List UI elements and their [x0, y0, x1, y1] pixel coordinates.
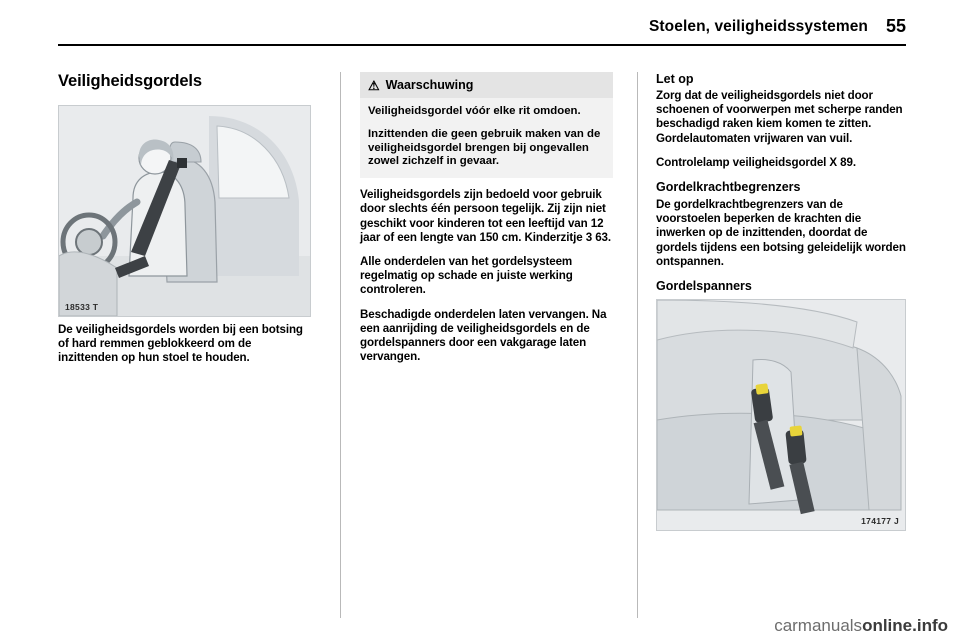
indicator-lamp-reference: Controlelamp veiligheidsgordel X 89. — [656, 155, 856, 169]
col2-paragraph-2: Alle onderdelen van het gordelsysteem regelmatig op schade en juiste werking controleren. — [360, 255, 573, 297]
watermark-prefix: carmanuals — [774, 616, 863, 635]
warning-box — [360, 72, 613, 178]
seatbelt-illustration — [58, 105, 311, 317]
figure-code-2: 174177 J — [861, 516, 899, 527]
warning-paragraph-2: Inzittenden die geen gebruik maken van de veiligheidsgordel brengen bij ongevallen zowel zichzelf in gevaar. — [368, 127, 601, 168]
column-two — [360, 72, 613, 374]
figure-code: 18533 T — [65, 302, 99, 312]
subsection-title-pretensioners: Gordelspanners — [656, 279, 752, 294]
warning-header — [360, 72, 613, 98]
section-title: Veiligheidsgordels — [58, 72, 202, 90]
seatbelt-figure-icon — [59, 106, 310, 316]
header-divider — [58, 44, 906, 46]
page-header — [58, 18, 906, 48]
col2-paragraph-3: Beschadigde onderdelen laten vervangen. Na een aanrijding de veiligheidsgordels en de gordelspanners door een vakgarage laten vervangen. — [360, 307, 607, 364]
warning-body — [360, 98, 613, 178]
subsection-title-force-limiters: Gordelkrachtbegrenzers — [656, 180, 801, 195]
note-text: Zorg dat de veiligheidsgordels niet door schoenen of voorwerpen met scherpe randen beschadigd raken kiem komen te zitten. Gordelautomaten vrijwaren van vuil. — [656, 89, 903, 145]
force-limiters-text: De gordelkrachtbegrenzers van de voorstoelen beperken de krachten die inwerken op de inzittenden, doordat de gordels tijdens een botsing geleidelijk worden ontspannen. — [656, 198, 906, 268]
belt-pretensioner-figure-icon — [657, 300, 905, 530]
col2-paragraph-1: Veiligheidsgordels zijn bedoeld voor gebruik door slechts één persoon tegelijk. Zij zijn niet geschikt voor kinderen tot een leeftijd van 12 jaar of een lengte van 150 cm. Kinderzitje 3 63. — [360, 188, 612, 244]
col1-paragraph: De veiligheidsgordels worden bij een botsing of hard remmen geblokkeerd om de inzittenden op hun stoel te houden. — [58, 323, 303, 365]
column-divider-2 — [637, 72, 638, 618]
page-title: Stoelen, veiligheidssystemen — [648, 18, 868, 35]
warning-title: Waarschuwing — [385, 78, 474, 92]
column-one — [58, 72, 311, 376]
column-divider-1 — [340, 72, 341, 618]
column-three — [656, 72, 906, 531]
pretensioner-illustration — [656, 299, 906, 531]
warning-paragraph-1: Veiligheidsgordel vóór elke rit omdoen. — [368, 105, 581, 117]
watermark-suffix: online.info — [862, 616, 948, 635]
note-title: Let op — [656, 72, 694, 86]
page-number: 55 — [885, 16, 906, 36]
warning-triangle-icon: ⚠ — [368, 77, 380, 93]
watermark — [774, 616, 948, 636]
